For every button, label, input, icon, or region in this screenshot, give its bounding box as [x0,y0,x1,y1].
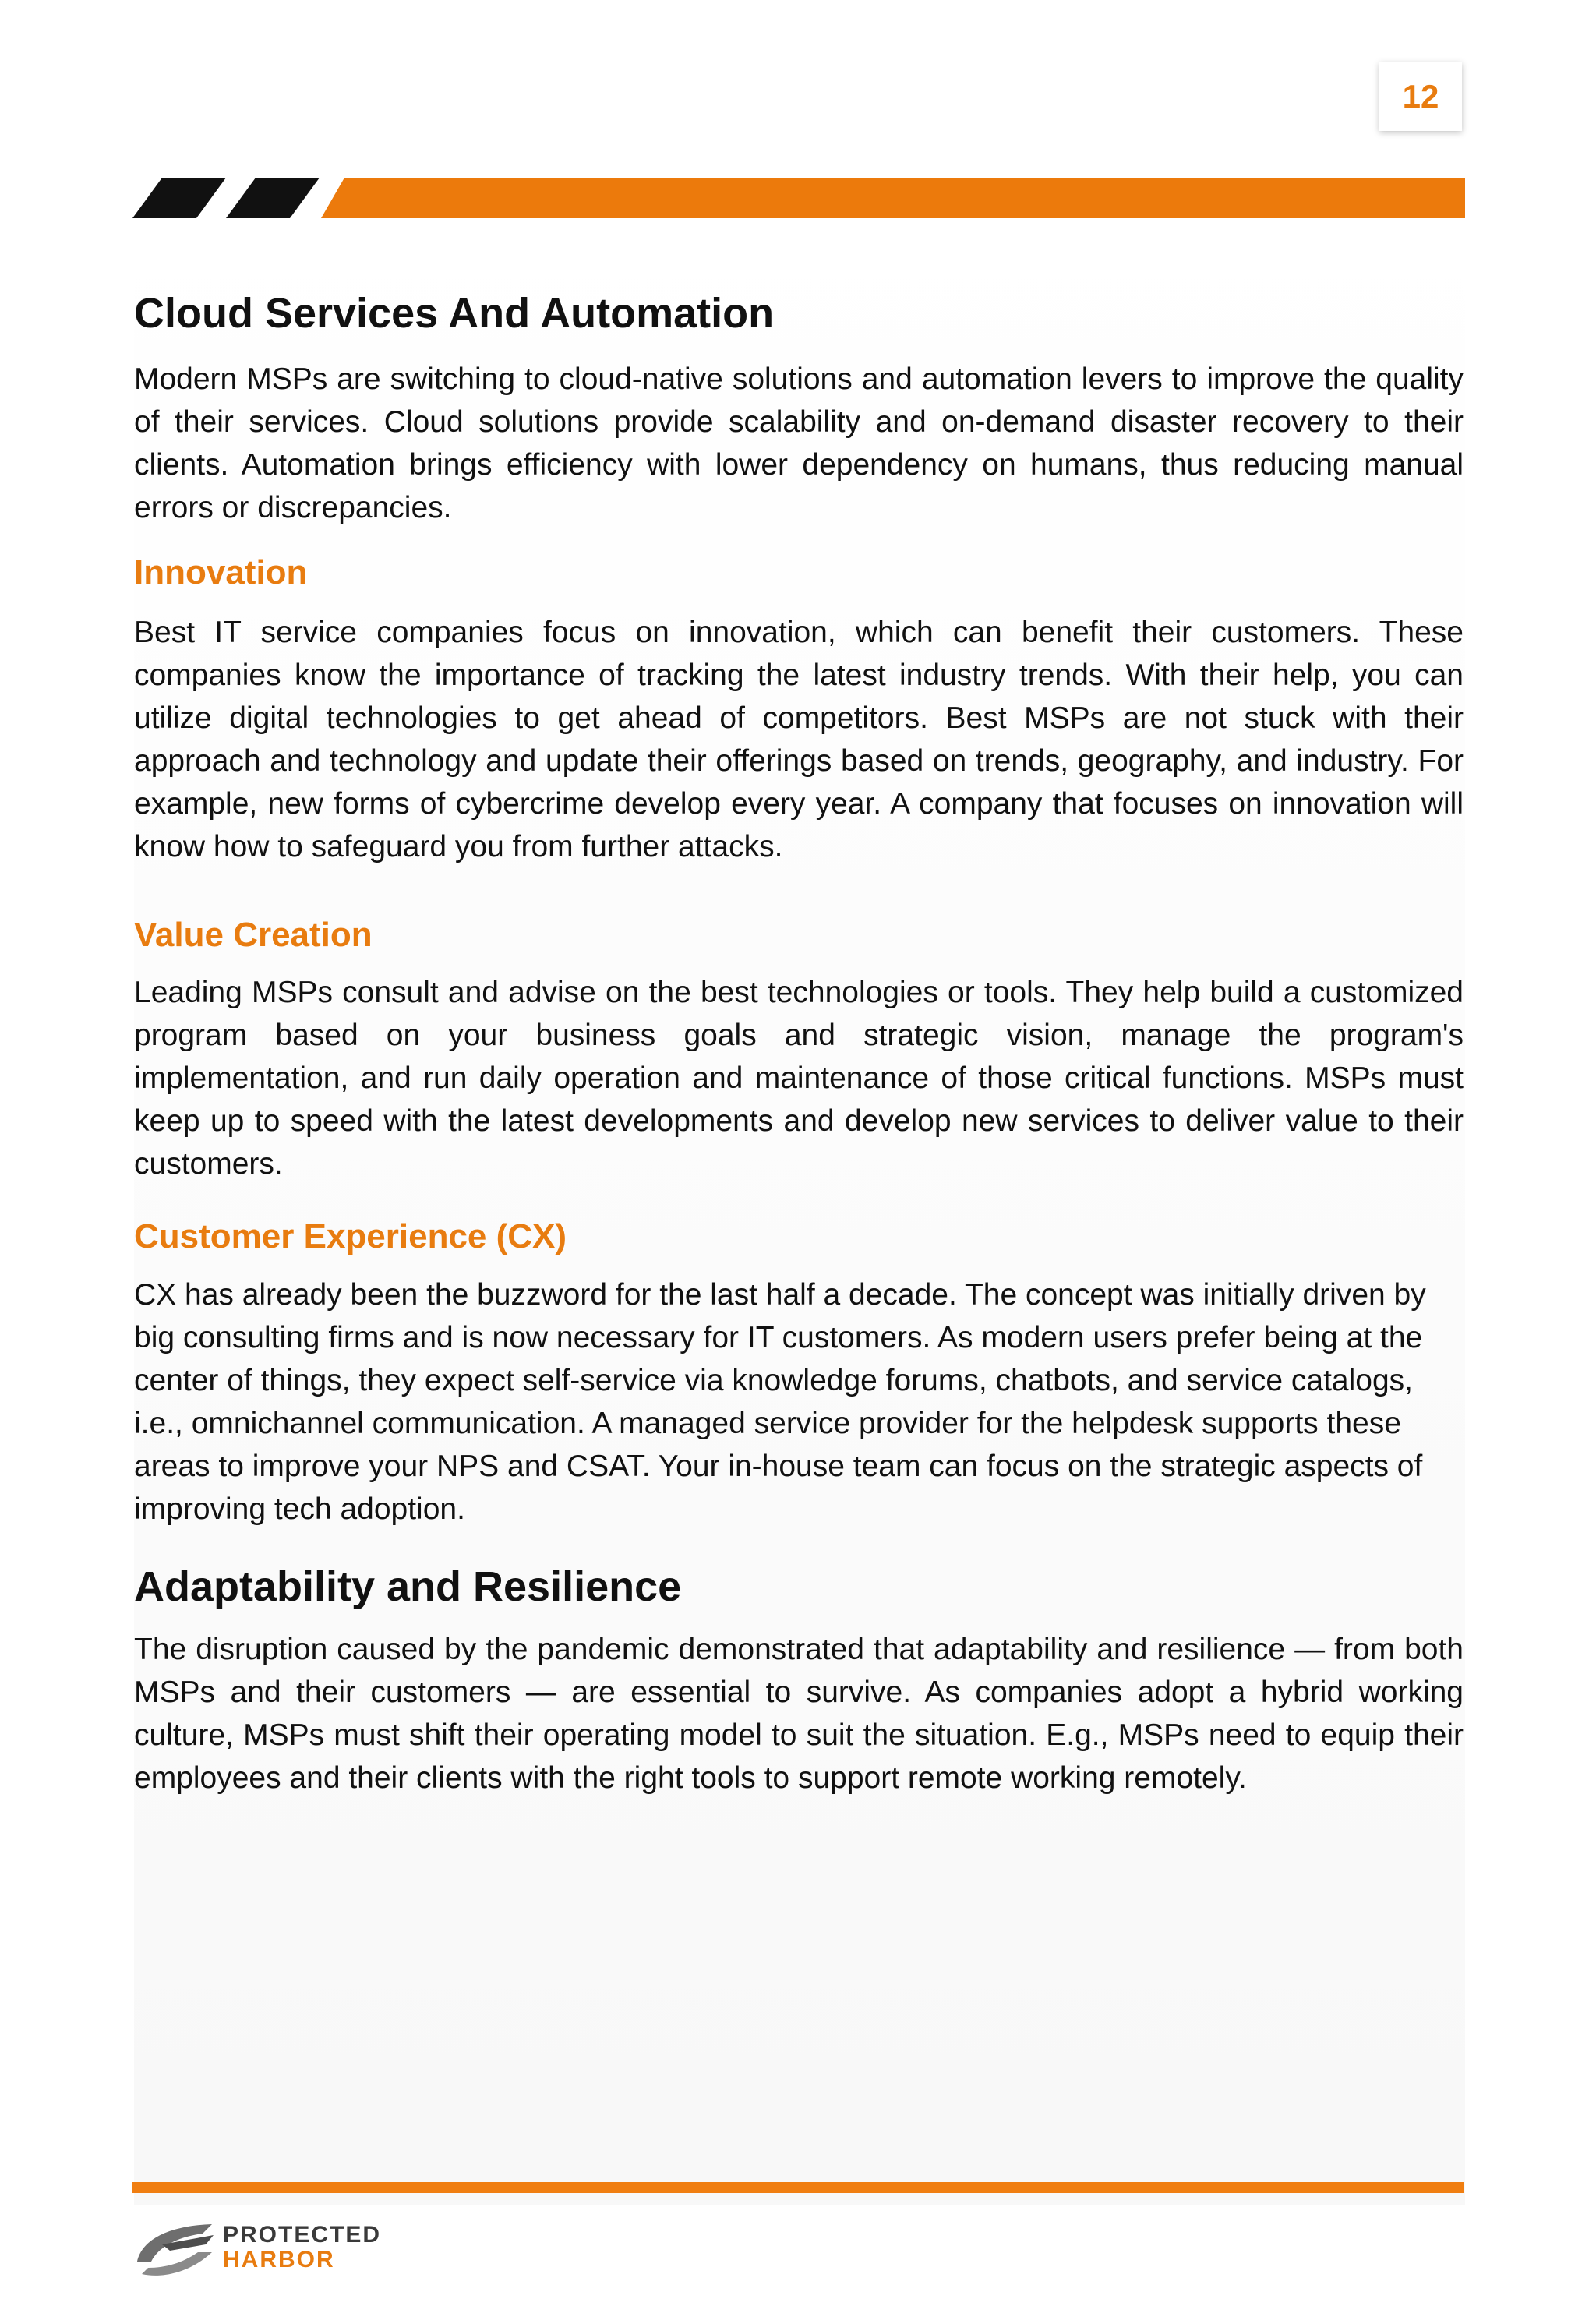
logo-text-harbor: HARBOR [223,2247,335,2272]
harbor-swoosh-icon [131,2213,221,2283]
section-heading-cloud: Cloud Services And Automation [134,290,775,337]
header-stripe-banner [132,178,1465,221]
section-paragraph-value-creation: Leading MSPs consult and advise on the best technologies or tools. They help build a customized program based on your business goals and strategic vision, manage the program's implementation, and run daily operation and maintenance of those critical functions. MSPs must keep up to speed with the latest developments and develop new services to deliver value to their customers. [134,976,1464,1181]
logo-text-protected: PROTECTED [223,2222,382,2248]
section-heading-adaptability: Adaptability and Resilience [134,1563,682,1611]
header-stripe-black-2 [226,178,320,218]
section-heading-innovation: Innovation [134,553,308,592]
section-paragraph-cx: CX has already been the buzzword for the last half a decade. The concept was initially driven by big consulting firms and is now necessary for IT customers. As modern users prefer being at the center of things, they expect self-service via knowledge forums, chatbots, and service catalogs, i.e., omnichannel communication. A managed service provider for the helpdesk supports these areas to improve your NPS and CSAT. Your in-house team can focus on the strategic aspects of improving tech adoption. [134,1278,1426,1527]
section-paragraph-adaptability: The disruption caused by the pandemic demonstrated that adaptability and resilience — from both MSPs and their customers — are essential to survive. As companies adopt a hybrid working culture, MSPs must shift their operating model to suit the situation. E.g., MSPs need to equip their employees and their clients with the right tools to support remote working remotely. [134,1632,1464,1795]
header-stripe-orange [321,178,1465,218]
page-number: 12 [1379,62,1462,131]
section-paragraph-cloud: Modern MSPs are switching to cloud-native solutions and automation levers to improve the quality of their services. Cloud solutions provide scalability and on-demand disaster recovery to their clients. Automation brings efficiency with lower dependency on humans, thus reducing manual errors or discrepancies. [134,362,1464,524]
footer-divider [132,2182,1464,2193]
main-content [134,288,1464,1799]
protected-harbor-logo [131,2213,396,2283]
section-heading-cx: Customer Experience (CX) [134,1217,567,1256]
section-heading-value-creation: Value Creation [134,915,373,954]
header-stripe-black-1 [132,178,226,218]
section-paragraph-innovation: Best IT service companies focus on innovation, which can benefit their customers. These companies know the importance of tracking the latest industry trends. With their help, you can utilize digital technologies to get ahead of competitors. Best MSPs are not stuck with their approach and technology and update their offerings based on trends, geography, and industry. For example, new forms of cybercrime develop every year. A company that focuses on innovation will know how to safeguard you from further attacks. [134,615,1464,863]
